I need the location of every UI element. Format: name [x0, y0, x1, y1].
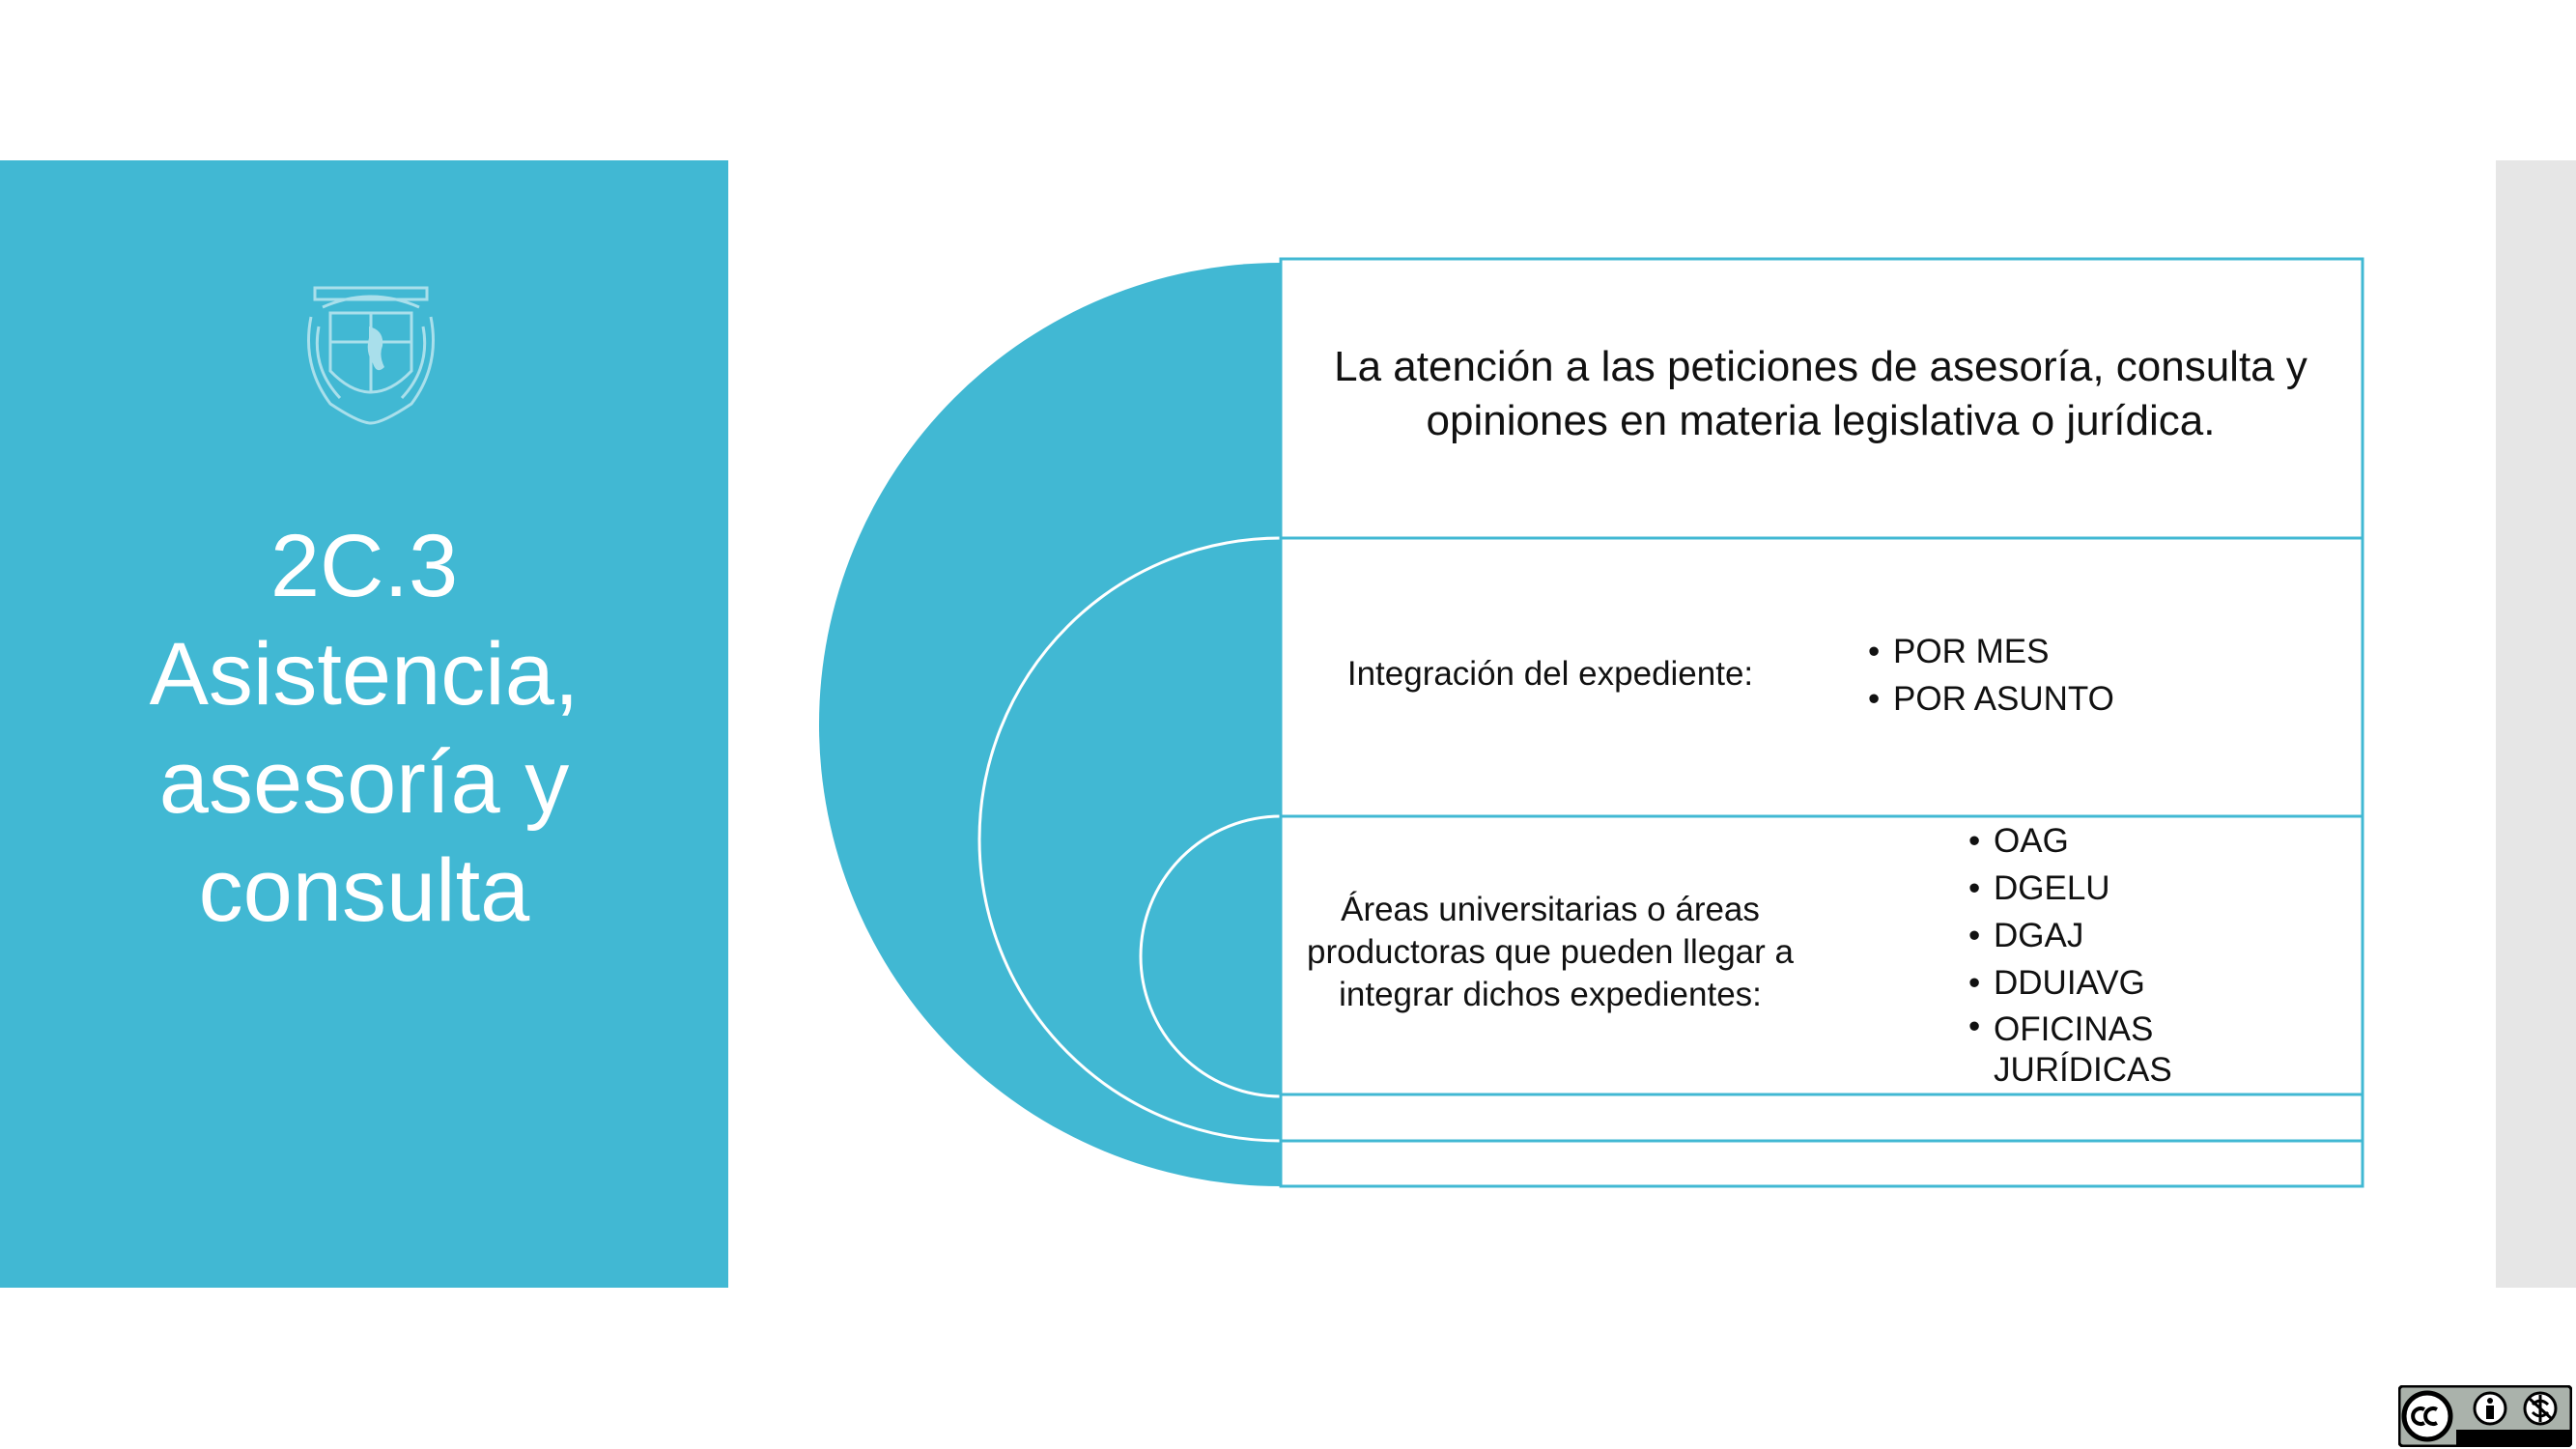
outer-arc — [819, 263, 1281, 1186]
bullet-item: • POR ASUNTO — [1868, 675, 2114, 723]
spacer-box — [1281, 1141, 2363, 1186]
level2-label: Integración del expediente: — [1346, 655, 1754, 693]
bullet-item: • POR MES — [1868, 628, 2114, 675]
level3-bullet-list — [1968, 817, 2216, 1091]
level3-label: Áreas universitarias o áreas productoras que pueden llegar a integrar dichos expedientes: — [1307, 891, 1794, 1013]
cc-by-nc-icon — [2398, 1385, 2572, 1447]
bullet-item: • DGELU — [1968, 865, 2216, 912]
bullet-item: • DDUIAVG — [1968, 959, 2216, 1007]
title-line: consulta — [198, 841, 530, 940]
title-line: 2C.3 — [269, 517, 459, 615]
bullet-item: • OFICINAS JURÍDICAS — [1968, 1007, 2216, 1091]
spacer-box — [1281, 1094, 2363, 1141]
title-line: Asistencia, — [149, 625, 580, 724]
bullet-item: • OAG — [1968, 817, 2216, 865]
bullet-item: • DGAJ — [1968, 912, 2216, 959]
level2-bullet-list — [1868, 628, 2114, 723]
title-line: asesoría y — [158, 733, 570, 832]
level1-text: La atención a las peticiones de asesoría, consulta y opiniones en materia legislativa o jurídica. — [1334, 343, 2307, 444]
